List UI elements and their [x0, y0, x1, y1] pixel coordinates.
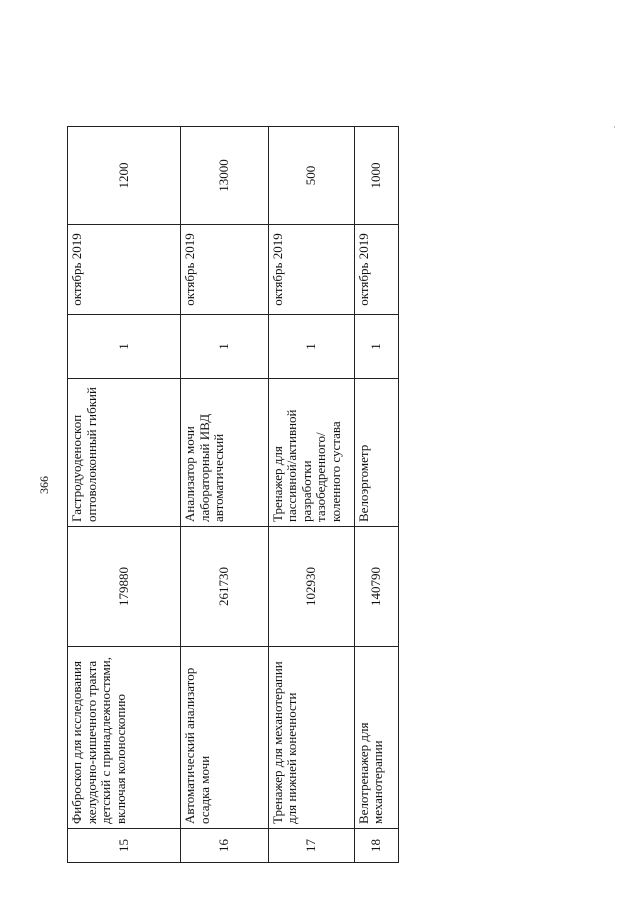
item-name-cell: Фиброскоп для исследования желудочно-кишечного тракта детский с принадлежностями, включая колоноскопию	[68, 647, 181, 829]
quantity-cell: 1	[68, 315, 181, 379]
quantity-cell: 1	[181, 315, 269, 379]
row-number-cell: 18	[354, 829, 398, 863]
equipment-table-wrapper	[67, 127, 399, 863]
rotated-table-frame	[67, 127, 399, 863]
table-row	[68, 127, 181, 863]
date-cell: октябрь 2019	[68, 225, 181, 315]
item-name-cell: Велотренажер для механотерапии	[354, 647, 398, 829]
item-name-cell: Тренажер для механотерапии для нижней конечности	[268, 647, 354, 829]
item-name-cell: Автоматический анализатор осадка мочи	[181, 647, 269, 829]
page-number: 366	[37, 476, 51, 494]
equipment-cell: Тренажер для пассивной/активной разработки тазобедренного/коленного сустава	[268, 379, 354, 527]
cost-cell: 13000	[181, 127, 269, 225]
quantity-cell: 1	[354, 315, 398, 379]
date-cell: октябрь 2019	[354, 225, 398, 315]
margin-mark	[614, 126, 615, 128]
equipment-table	[67, 126, 399, 863]
equipment-cell: Анализатор мочи лабораторный ИВД автоматический	[181, 379, 269, 527]
quantity-cell: 1	[268, 315, 354, 379]
date-cell: октябрь 2019	[181, 225, 269, 315]
item-sum-cell: 179880	[68, 527, 181, 647]
item-sum-cell: 140790	[354, 527, 398, 647]
row-number-cell: 16	[181, 829, 269, 863]
row-number-cell: 17	[268, 829, 354, 863]
equipment-cell: Велоэргометр	[354, 379, 398, 527]
cost-cell: 500	[268, 127, 354, 225]
cost-cell: 1000	[354, 127, 398, 225]
item-sum-cell: 102930	[268, 527, 354, 647]
equipment-cell: Гастродуоденоскоп оптоволоконный гибкий	[68, 379, 181, 527]
table-row	[181, 127, 269, 863]
date-cell: октябрь 2019	[268, 225, 354, 315]
item-sum-cell: 261730	[181, 527, 269, 647]
table-row	[354, 127, 398, 863]
table-row	[268, 127, 354, 863]
cost-cell: 1200	[68, 127, 181, 225]
row-number-cell: 15	[68, 829, 181, 863]
